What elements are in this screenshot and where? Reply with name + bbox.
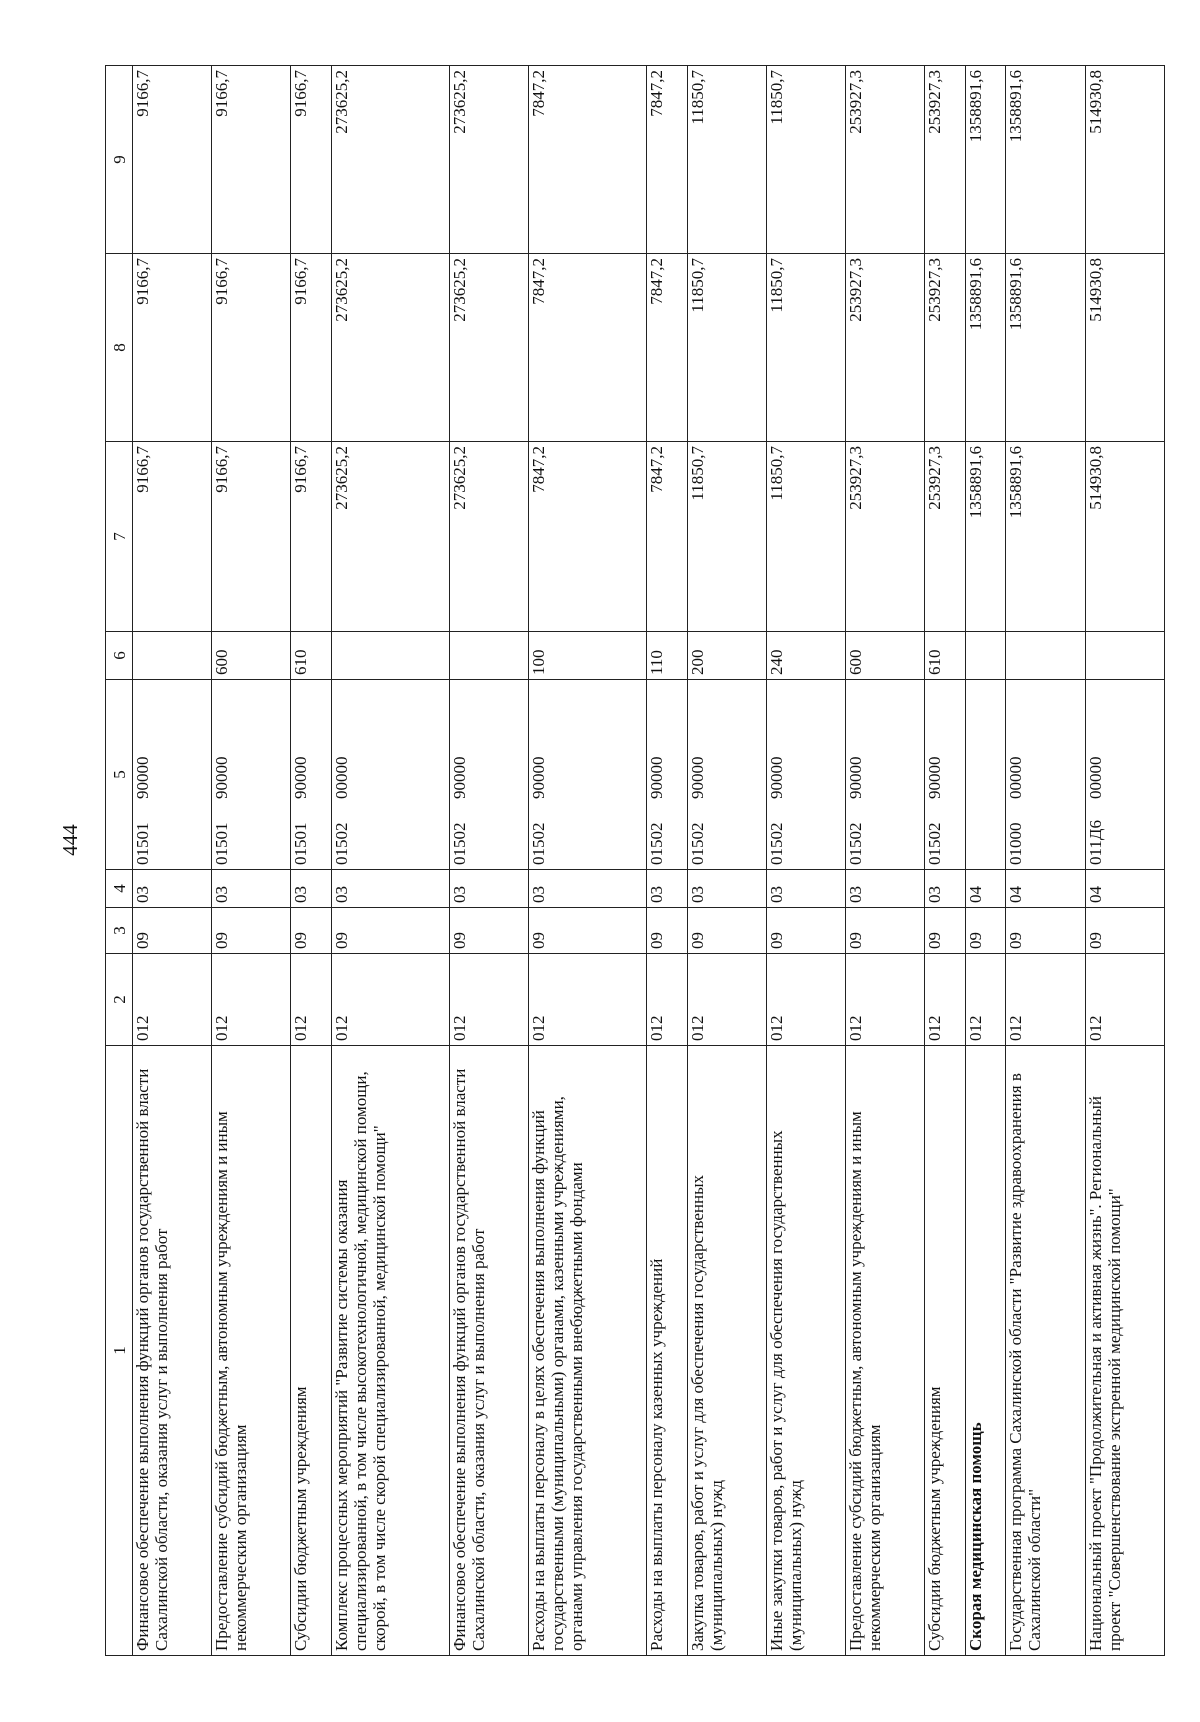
- row-target-article: [529, 680, 647, 870]
- row-ministry-code: 012: [1006, 954, 1085, 1046]
- column-header-7: 7: [106, 442, 133, 632]
- row-amount-col9: 1358891,6: [965, 66, 1006, 254]
- row-amount-col8: 1358891,6: [1006, 254, 1085, 442]
- row-expense-type: [449, 632, 528, 680]
- target-article-part1: 01502: [449, 822, 469, 865]
- row-expense-type: [332, 632, 450, 680]
- row-expense-type: [1006, 632, 1085, 680]
- row-amount-col8: 7847,2: [646, 254, 687, 442]
- row-subsection-code: 03: [291, 870, 332, 908]
- target-article-part1: 01502: [529, 822, 549, 865]
- row-ministry-code: 012: [646, 954, 687, 1046]
- row-name: Предоставление субсидий бюджетным, автономным учреждениям и иным некоммерческим организациям: [845, 1046, 924, 1656]
- row-amount-col8: 273625,2: [332, 254, 450, 442]
- row-amount-col9: 273625,2: [332, 66, 450, 254]
- row-name: Иные закупки товаров, работ и услуг для обеспечения государственных (муниципальных) нужд: [766, 1046, 845, 1656]
- table-row: [687, 66, 766, 1656]
- row-amount-col8: 9166,7: [212, 254, 291, 442]
- table-row: [845, 66, 924, 1656]
- column-header-4: 4: [106, 870, 133, 908]
- row-section-code: 09: [766, 908, 845, 954]
- row-amount-col9: 7847,2: [646, 66, 687, 254]
- column-header-2: 2: [106, 954, 133, 1046]
- row-expense-type: 610: [925, 632, 966, 680]
- row-section-code: 09: [687, 908, 766, 954]
- row-section-code: 09: [212, 908, 291, 954]
- row-expense-type: 600: [212, 632, 291, 680]
- row-amount-col9: 1358891,6: [1006, 66, 1085, 254]
- column-header-6: 6: [106, 632, 133, 680]
- row-section-code: 09: [1085, 908, 1164, 954]
- target-article-part1: 01501: [133, 822, 152, 865]
- row-expense-type: 110: [646, 632, 687, 680]
- row-amount-col9: 11850,7: [766, 66, 845, 254]
- row-subsection-code: 03: [449, 870, 528, 908]
- row-ministry-code: 012: [449, 954, 528, 1046]
- row-ministry-code: 012: [687, 954, 766, 1046]
- target-article-part2: 90000: [845, 756, 865, 799]
- row-section-code: 09: [332, 908, 450, 954]
- row-amount-col9: 9166,7: [291, 66, 332, 254]
- row-amount-col7: 9166,7: [291, 442, 332, 632]
- row-amount-col7: 514930,8: [1085, 442, 1164, 632]
- budget-table: [105, 65, 1165, 1656]
- row-target-article: [687, 680, 766, 870]
- row-target-article: [212, 680, 291, 870]
- target-article-part1: 01502: [925, 822, 945, 865]
- row-amount-col8: 514930,8: [1085, 254, 1164, 442]
- table-row: [1085, 66, 1164, 1656]
- target-article-part2: 90000: [925, 756, 945, 799]
- target-article-part2: 90000: [766, 756, 786, 799]
- row-amount-col7: 7847,2: [529, 442, 647, 632]
- row-amount-col7: 273625,2: [332, 442, 450, 632]
- row-name: Государственная программа Сахалинской области "Развитие здравоохранения в Сахалинской области": [1006, 1046, 1085, 1656]
- row-target-article: [449, 680, 528, 870]
- row-name: Субсидии бюджетным учреждениям: [925, 1046, 966, 1656]
- row-name: Комплекс процессных мероприятий "Развитие системы оказания специализированной, в том числе высокотехнологичной, медицинской помощи, скорой, в том числе скорой специализированной, медицинской помощи": [332, 1046, 450, 1656]
- row-name: Субсидии бюджетным учреждениям: [291, 1046, 332, 1656]
- target-article-part1: 01501: [291, 822, 311, 865]
- row-subsection-code: 03: [925, 870, 966, 908]
- row-amount-col8: 9166,7: [291, 254, 332, 442]
- row-subsection-code: 03: [646, 870, 687, 908]
- table-row: [291, 66, 332, 1656]
- row-expense-type: 600: [845, 632, 924, 680]
- row-amount-col9: 7847,2: [529, 66, 647, 254]
- row-ministry-code: 012: [925, 954, 966, 1046]
- target-article-part2: 00000: [1006, 756, 1026, 799]
- target-article-part2: 90000: [687, 756, 707, 799]
- row-subsection-code: 03: [687, 870, 766, 908]
- row-section-code: 09: [965, 908, 1006, 954]
- row-amount-col7: 9166,7: [212, 442, 291, 632]
- row-amount-col8: 7847,2: [529, 254, 647, 442]
- row-amount-col7: 273625,2: [449, 442, 528, 632]
- row-subsection-code: 04: [1085, 870, 1164, 908]
- row-target-article: [845, 680, 924, 870]
- row-subsection-code: 03: [845, 870, 924, 908]
- target-article-part2: 90000: [212, 756, 232, 799]
- row-subsection-code: 03: [529, 870, 647, 908]
- row-ministry-code: 012: [291, 954, 332, 1046]
- row-section-code: 09: [529, 908, 647, 954]
- row-amount-col9: 11850,7: [687, 66, 766, 254]
- row-amount-col7: 1358891,6: [965, 442, 1006, 632]
- row-name: Предоставление субсидий бюджетным, автономным учреждениям и иным некоммерческим организациям: [212, 1046, 291, 1656]
- table-row: [766, 66, 845, 1656]
- target-article-part1: 01502: [766, 822, 786, 865]
- row-amount-col8: 9166,7: [133, 254, 212, 442]
- column-header-5: 5: [106, 680, 133, 870]
- row-name: Финансовое обеспечение выполнения функций органов государственной власти Сахалинской области, оказания услуг и выполнения работ: [133, 1046, 212, 1656]
- table-row: [332, 66, 450, 1656]
- target-article-part2: 90000: [291, 756, 311, 799]
- table-row: [212, 66, 291, 1656]
- row-amount-col9: 9166,7: [212, 66, 291, 254]
- header-row: [106, 66, 133, 1656]
- row-amount-col7: 7847,2: [646, 442, 687, 632]
- target-article-part1: 01502: [687, 822, 707, 865]
- row-amount-col7: 253927,3: [925, 442, 966, 632]
- table-row: [646, 66, 687, 1656]
- row-target-article: [133, 680, 212, 870]
- row-target-article: [646, 680, 687, 870]
- row-subsection-code: 04: [965, 870, 1006, 908]
- table-body: [133, 66, 1165, 1656]
- target-article-part1: 011Д6: [1085, 820, 1105, 865]
- row-ministry-code: 012: [965, 954, 1006, 1046]
- row-subsection-code: 03: [766, 870, 845, 908]
- row-amount-col9: 9166,7: [133, 66, 212, 254]
- target-article-part1: 01502: [845, 822, 865, 865]
- row-amount-col7: 1358891,6: [1006, 442, 1085, 632]
- row-subsection-code: 03: [212, 870, 291, 908]
- row-target-article: [1085, 680, 1164, 870]
- row-amount-col8: 253927,3: [845, 254, 924, 442]
- row-name: Закупка товаров, работ и услуг для обеспечения государственных (муниципальных) нужд: [687, 1046, 766, 1656]
- row-ministry-code: 012: [212, 954, 291, 1046]
- target-article-part1: 01502: [646, 822, 666, 865]
- row-target-article: [332, 680, 450, 870]
- row-target-article: [1006, 680, 1085, 870]
- column-header-3: 3: [106, 908, 133, 954]
- row-amount-col9: 273625,2: [449, 66, 528, 254]
- row-target-article: [291, 680, 332, 870]
- row-amount-col9: 253927,3: [845, 66, 924, 254]
- row-name: Расходы на выплаты персоналу в целях обеспечения выполнения функций государственными (муниципальными) органами, казенными учреждениями, органами управления государственными внебюджетными фондами: [529, 1046, 647, 1656]
- row-amount-col9: 253927,3: [925, 66, 966, 254]
- row-expense-type: 610: [291, 632, 332, 680]
- row-ministry-code: 012: [845, 954, 924, 1046]
- row-amount-col8: 11850,7: [766, 254, 845, 442]
- row-ministry-code: 012: [529, 954, 647, 1046]
- row-amount-col8: 253927,3: [925, 254, 966, 442]
- target-article-part2: 90000: [646, 756, 666, 799]
- page-number: 444: [58, 824, 82, 856]
- row-name: Скорая медицинская помощь: [965, 1046, 1006, 1656]
- row-target-article: [965, 680, 1006, 870]
- row-subsection-code: 03: [332, 870, 450, 908]
- budget-sheet: [105, 66, 1165, 1656]
- row-ministry-code: 012: [133, 954, 212, 1046]
- target-article-part2: 90000: [529, 756, 549, 799]
- row-expense-type: [965, 632, 1006, 680]
- table-row: [1006, 66, 1085, 1656]
- row-name: Финансовое обеспечение выполнения функций органов государственной власти Сахалинской области, оказания услуг и выполнения работ: [449, 1046, 528, 1656]
- row-amount-col8: 273625,2: [449, 254, 528, 442]
- row-section-code: 09: [291, 908, 332, 954]
- row-amount-col8: 1358891,6: [965, 254, 1006, 442]
- row-ministry-code: 012: [332, 954, 450, 1046]
- target-article-part2: 90000: [133, 756, 152, 799]
- table-row: [965, 66, 1006, 1656]
- column-header-9: 9: [106, 66, 133, 254]
- row-subsection-code: 03: [133, 870, 212, 908]
- row-expense-type: [1085, 632, 1164, 680]
- table-row: [925, 66, 966, 1656]
- row-section-code: 09: [1006, 908, 1085, 954]
- row-section-code: 09: [646, 908, 687, 954]
- column-header-8: 8: [106, 254, 133, 442]
- row-expense-type: [133, 632, 212, 680]
- row-subsection-code: 04: [1006, 870, 1085, 908]
- row-target-article: [925, 680, 966, 870]
- row-expense-type: 240: [766, 632, 845, 680]
- row-expense-type: 100: [529, 632, 647, 680]
- row-amount-col9: 514930,8: [1085, 66, 1164, 254]
- target-article-part2: 90000: [449, 756, 469, 799]
- row-section-code: 09: [449, 908, 528, 954]
- row-ministry-code: 012: [1085, 954, 1164, 1046]
- target-article-part1: 01501: [212, 822, 232, 865]
- target-article-part2: 00000: [1085, 756, 1105, 799]
- row-amount-col8: 11850,7: [687, 254, 766, 442]
- row-section-code: 09: [925, 908, 966, 954]
- row-ministry-code: 012: [766, 954, 845, 1046]
- row-amount-col7: 11850,7: [766, 442, 845, 632]
- row-expense-type: 200: [687, 632, 766, 680]
- target-article-part1: 01502: [332, 822, 352, 865]
- table-row: [529, 66, 647, 1656]
- row-target-article: [766, 680, 845, 870]
- target-article-part2: 00000: [332, 756, 352, 799]
- row-name: Национальный проект "Продолжительная и активная жизнь". Региональный проект "Совершенствование экстренной медицинской помощи": [1085, 1046, 1164, 1656]
- row-name: Расходы на выплаты персоналу казенных учреждений: [646, 1046, 687, 1656]
- row-section-code: 09: [133, 908, 212, 954]
- column-header-1: 1: [106, 1046, 133, 1656]
- target-article-part1: 01000: [1006, 822, 1026, 865]
- table-row: [449, 66, 528, 1656]
- row-amount-col7: 11850,7: [687, 442, 766, 632]
- table-row: [133, 66, 212, 1656]
- row-amount-col7: 9166,7: [133, 442, 212, 632]
- row-amount-col7: 253927,3: [845, 442, 924, 632]
- row-section-code: 09: [845, 908, 924, 954]
